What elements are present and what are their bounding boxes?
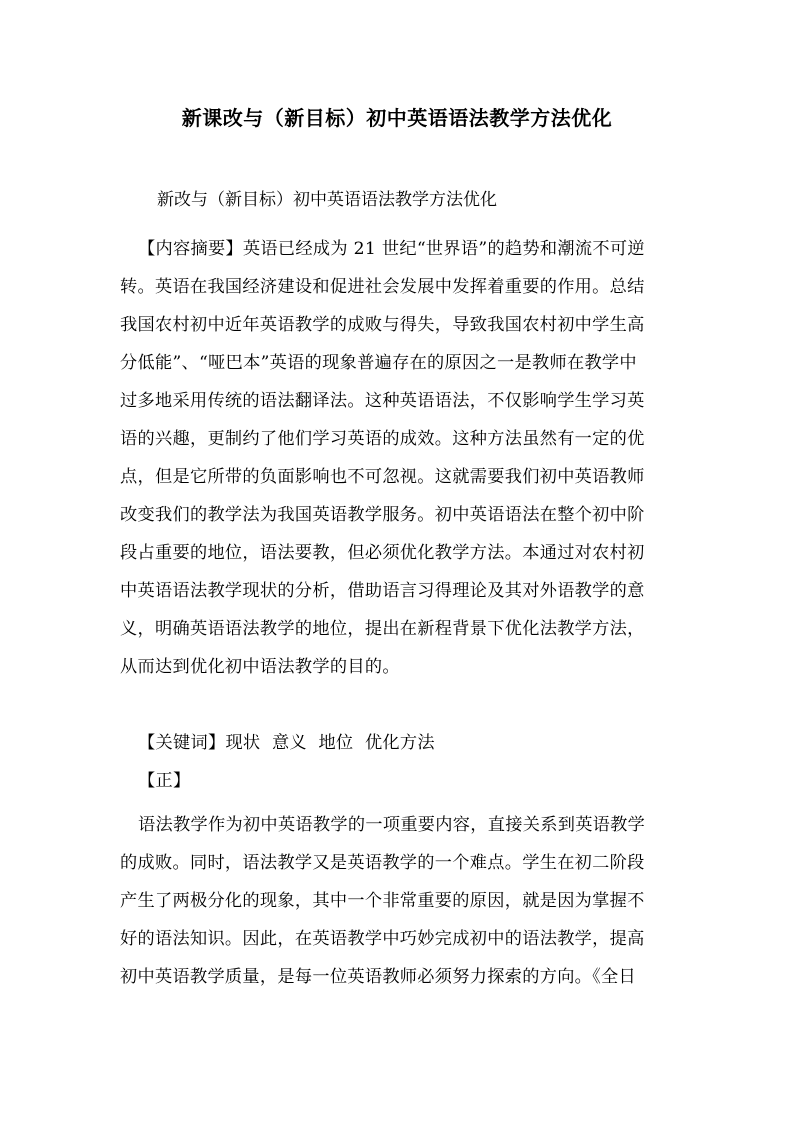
abstract-line: 改变我们的教学法为我国英语教学服务。初中英语语法在整个初中阶 [120,505,645,525]
body-line: 初中英语教学质量，是每一位英语教师必须努力探索的方向。《全日 [120,967,637,987]
body-line: 产生了两极分化的现象，其中一个非常重要的原因，就是因为掌握不 [120,891,645,911]
abstract-line: 中英语语法教学现状的分析，借助语言习得理论及其对外语教学的意 [120,581,645,601]
abstract-line: 从而达到优化初中语法教学的目的。 [120,657,400,677]
abstract-line: 语的兴趣，更制约了他们学习英语的成效。这种方法虽然有一定的优 [120,429,645,449]
keywords-line: 【关键词】现状 意义 地位 优化方法 [138,733,435,753]
body-heading: 【正】 [138,771,191,791]
abstract-line: 我国农村初中近年英语教学的成败与得失，导致我国农村初中学生高 [120,315,645,335]
abstract-line: 【内容摘要】英语已经成为 21 世纪“世界语”的趋势和潮流不可逆 [138,239,645,259]
abstract-line: 段占重要的地位，语法要教，但必须优化教学方法。本通过对农村初 [120,543,645,563]
body-line: 的成败。同时，语法教学又是英语教学的一个难点。学生在初二阶段 [120,853,645,873]
abstract-line: 转。英语在我国经济建设和促进社会发展中发挥着重要的作用。总结 [120,277,645,297]
document-title: 新课改与（新目标）初中英语语法教学方法优化 [181,106,613,130]
body-line: 语法教学作为初中英语教学的一项重要内容，直接关系到英语教学 [138,815,646,835]
document-subtitle: 新改与（新目标）初中英语语法教学方法优化 [157,190,497,210]
body-line: 好的语法知识。因此，在英语教学中巧妙完成初中的语法教学，提高 [120,929,645,949]
abstract-line: 分低能”、“哑巴本”英语的现象普遍存在的原因之一是教师在教学中 [120,353,637,373]
abstract-line: 点，但是它所带的负面影响也不可忽视。这就需要我们初中英语教师 [120,467,645,487]
abstract-line: 义，明确英语语法教学的地位，提出在新程背景下优化法教学方法， [120,619,645,639]
abstract-line: 过多地采用传统的语法翻译法。这种英语语法，不仅影响学生学习英 [120,391,645,411]
